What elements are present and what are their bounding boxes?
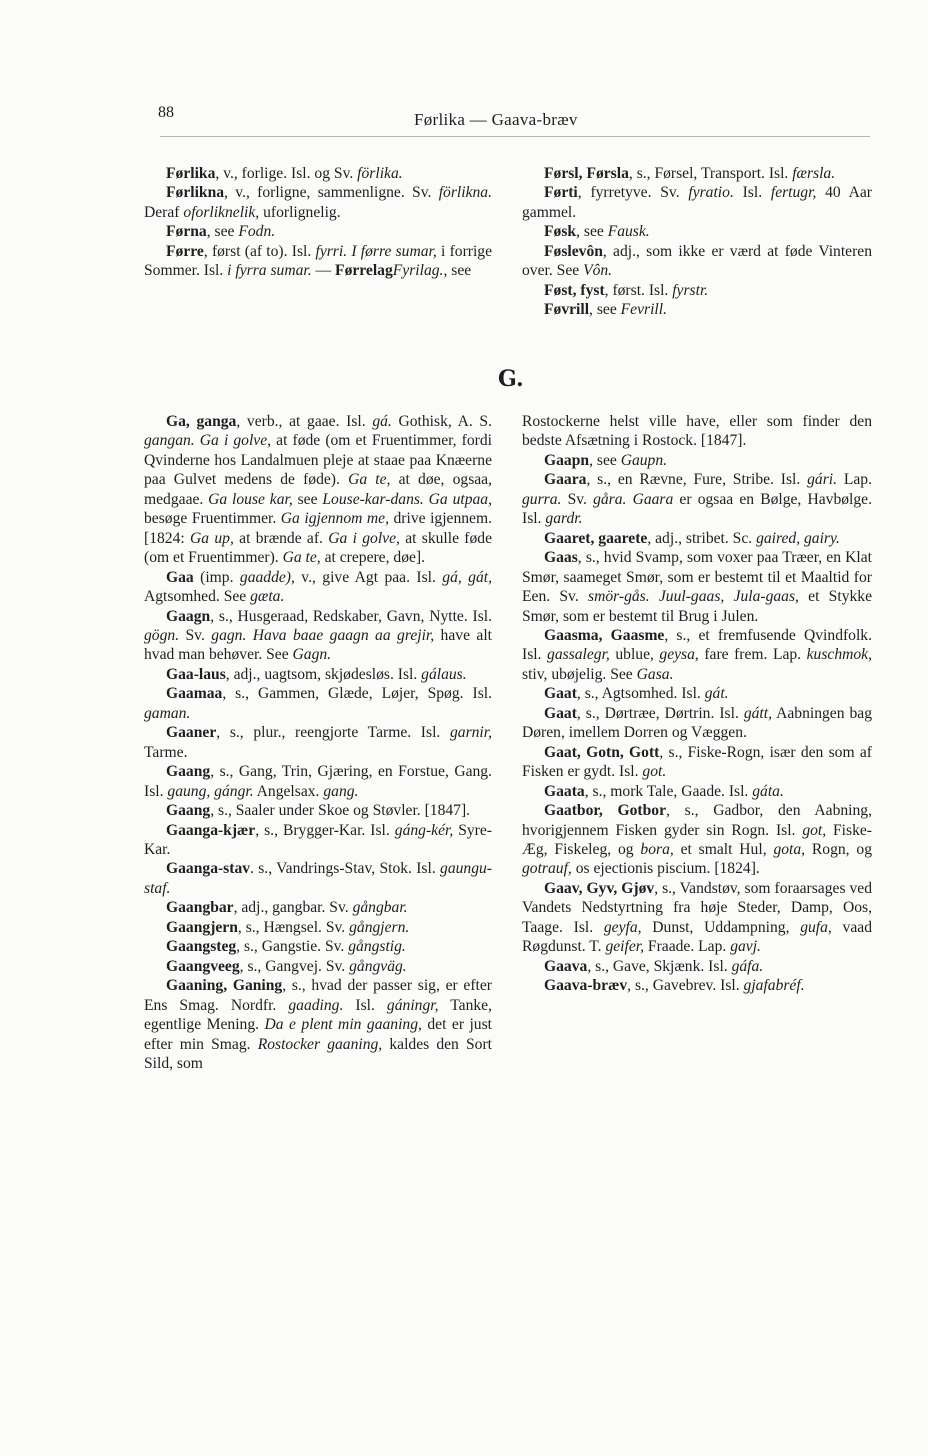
entry-citation: gotrauf, — [522, 860, 572, 878]
entry-headword: Gaava — [544, 957, 588, 975]
entries-bottom-right — [522, 412, 872, 996]
entry-headword: Gaas — [544, 549, 578, 567]
entry-text: , først (af to). Isl. — [203, 242, 316, 260]
entry-text: Tarme. — [144, 743, 188, 761]
entry-text: , s., hvid Svamp, som voxer paa Træer, en Klat Smør, saameget Smør, som er bestemt til et Maaltid for Een. Sv. — [522, 549, 872, 606]
entry-citation: förlika. — [357, 165, 403, 182]
entry-citation: gári. — [807, 471, 838, 489]
entry-text: Fiske-Æg, Fiskeleg, og — [522, 821, 872, 858]
dictionary-entry — [522, 222, 872, 241]
entry-text: , s., Fiske-Rogn, især den som af Fisken er gydt. Isl. — [522, 743, 872, 781]
entry-text: , først. Isl. — [604, 281, 673, 299]
entry-text: , s., Hængsel. Sv. — [237, 918, 350, 936]
entry-text: besøge Fruentimmer. — [144, 510, 281, 528]
entry-text: vaad Røgdunst. T. — [522, 918, 872, 956]
entry-citation: Ga i golve, — [328, 529, 400, 547]
entry-text: , s., Saaler under Skoe og Støvler. [1847]. — [210, 802, 471, 820]
entry-citation: gáng-kér, — [394, 821, 454, 839]
entry-citation: Fyrilag. — [392, 262, 444, 280]
dictionary-entry — [522, 548, 872, 626]
entry-text: , adj., som ikke er værd at føde Vinteren over. See — [522, 242, 872, 280]
entry-citation: Da e plent min gaaning, — [264, 1016, 422, 1034]
dictionary-entry — [144, 607, 492, 665]
entry-headword: Føvrill — [544, 301, 590, 319]
entry-citation: Louse-kar-dans. Ga utpaa, — [322, 490, 492, 508]
entry-headword: Gaanga-kjær — [166, 821, 256, 839]
entry-headword: Førrelag — [335, 262, 393, 280]
entry-citation: fyrri. I førre sumar, — [315, 242, 437, 260]
entry-text: , see — [589, 301, 621, 319]
entry-headword: Føst, fyst — [544, 281, 605, 299]
entry-headword: Gaapn — [544, 451, 590, 469]
entry-text: , see — [576, 223, 608, 241]
entry-citation: gá. — [372, 413, 392, 430]
entry-text: , s., mork Tale, Gaade. Isl. — [584, 782, 753, 800]
entry-citation: Fevrill. — [620, 301, 667, 319]
entry-text: , s., Agtsomhed. Isl. — [576, 685, 705, 703]
entry-citation: fertugr, — [770, 184, 817, 202]
entry-citation: Ga up, — [190, 529, 234, 547]
entry-headword: Gaatbor, Gotbor — [544, 802, 667, 820]
entry-text: Rostockerne helst ville have, eller som finder den bedste Afsætning i Rostock. [1847]. — [522, 413, 872, 450]
entry-citation: geyfa, — [603, 918, 642, 936]
entry-text: drive igjennem. [1824: — [144, 510, 492, 547]
entry-citation: gálaus. — [421, 665, 467, 683]
entry-citation: gota, — [773, 840, 806, 858]
entry-headword: Gaata — [544, 782, 585, 800]
entry-text: , s., plur., reengjorte Tarme. Isl. — [216, 724, 450, 742]
entry-text: , adj., stribet. Sc. — [647, 529, 757, 547]
entry-citation: gáfa. — [731, 957, 764, 975]
dictionary-entry — [522, 957, 872, 976]
entry-text: , s., Husgeraad, Redskaber, Gavn, Nytte. Isl. — [210, 607, 492, 625]
entry-headword: Førna — [166, 223, 207, 241]
entry-citation: gátt, — [743, 704, 772, 722]
entry-citation: smör-gås. Juul-gaas, Jula-gaas, — [588, 588, 799, 606]
entry-citation: got. — [642, 763, 667, 781]
entry-citation: got, — [802, 821, 827, 839]
dictionary-entry — [522, 470, 872, 528]
entry-headword: Gaav, Gyv, Gjøv — [544, 879, 655, 897]
entry-text: et smalt Hul, — [673, 840, 774, 858]
dictionary-entry — [144, 183, 492, 222]
dictionary-entry — [144, 937, 492, 956]
entry-text: Deraf — [144, 203, 184, 221]
entry-text: , s., Gammen, Glæde, Løjer, Spøg. Isl. — [222, 685, 492, 703]
entry-text: , see — [589, 451, 621, 469]
entry-citation: bora, — [640, 840, 674, 858]
entry-headword: Gaa-laus — [166, 665, 226, 683]
entry-text: Isl. — [343, 996, 387, 1014]
entry-text: , s., Gavebrev. Isl. — [627, 977, 744, 995]
entry-text: Fraade. Lap. — [644, 938, 731, 956]
dictionary-entry — [144, 242, 492, 281]
entry-citation: Vôn. — [583, 262, 613, 280]
entry-citation: Gaupn. — [620, 451, 668, 469]
entry-citation: gurra. — [522, 490, 562, 508]
entry-text: 40 Aar gammel. — [522, 184, 872, 221]
entry-text: at crepere, døe]. — [320, 549, 426, 567]
dictionary-entry — [144, 918, 492, 937]
entry-text: , s., Gang, Trin, Gjæring, en Forstue, Gang. Isl. — [144, 763, 492, 800]
entry-text: fare frem. Lap. — [698, 646, 807, 664]
entry-text: , s., et fremfusende Qvindfolk. Isl. — [522, 626, 873, 664]
entry-citation: oforliknelik, — [183, 203, 260, 221]
entry-text: , v., forligne, sammenligne. Sv. — [224, 184, 439, 202]
dictionary-entry — [144, 976, 492, 1073]
dictionary-entry — [522, 281, 872, 300]
entry-citation: gaired, gairy. — [756, 529, 840, 547]
entry-text: et Stykke Smør, som er bestemt til Brug i Julen. — [522, 588, 873, 625]
dictionary-entry — [522, 164, 872, 183]
entry-citation: garnir, — [449, 724, 492, 742]
entry-citation: Gagn. — [292, 646, 332, 664]
entry-headword: Førlikna — [166, 184, 225, 202]
dictionary-entry — [522, 529, 872, 548]
entry-text: , s., Brygger-Kar. Isl. — [255, 821, 395, 839]
entry-text: Agtsomhed. See — [144, 588, 251, 606]
dictionary-entry — [144, 957, 492, 976]
entry-headword: Gaang — [166, 763, 211, 781]
entry-citation: Gasa. — [636, 665, 674, 683]
header-rule — [160, 136, 870, 137]
entry-text: , adj., uagtsom, skjødesløs. Isl. — [225, 665, 422, 683]
entry-headword: Gaasma, Gaasme — [544, 626, 665, 644]
entry-citation: gåra. Gaara — [593, 490, 674, 508]
entry-headword: Gaat — [544, 704, 577, 722]
entry-text: Isl. — [733, 184, 771, 202]
entry-headword: Gaang — [166, 802, 211, 820]
entry-text: — — [311, 262, 336, 280]
entry-citation: gát. — [704, 685, 729, 703]
entry-headword: Førsl, Førsla — [544, 165, 629, 182]
entry-headword: Føsk — [544, 223, 577, 241]
entry-text: , see — [206, 223, 239, 241]
entries-top-right — [522, 164, 872, 320]
entry-text: , adj., gangbar. Sv. — [233, 899, 353, 917]
entry-citation: gufa, — [800, 918, 832, 936]
entry-text: have alt hvad man behøver. See — [144, 626, 492, 664]
entry-headword: Gaangveeg — [166, 957, 240, 975]
entry-citation: förlikna. — [438, 184, 492, 202]
entry-text: Tanke, egentlige Mening. — [144, 996, 492, 1034]
entry-text: Angelsax. — [253, 782, 324, 800]
entry-text: see — [292, 490, 323, 508]
running-head: Førlika — Gaava-bræv — [414, 110, 578, 129]
entry-text: os ejectionis piscium. [1824]. — [571, 860, 760, 878]
entry-text: , s., en Rævne, Fure, Stribe. Isl. — [586, 471, 808, 489]
entry-citation: Ga te, — [282, 549, 321, 567]
entry-text: , s., Gadbor, den Aabning, hvorigjennem Fisken gyder sin Rogn. Isl. — [522, 802, 872, 839]
entry-citation: gangan. Ga i golve, — [144, 432, 272, 450]
dictionary-entry — [144, 821, 492, 860]
dictionary-entry — [522, 412, 872, 451]
entry-headword: Gaaret, gaarete — [544, 529, 648, 547]
dictionary-entry — [522, 976, 872, 995]
entry-citation: gáningr, — [386, 996, 439, 1014]
entry-text: , s., Gangstie. Sv. — [236, 938, 349, 956]
section-letter: G. — [498, 366, 524, 392]
entry-citation: geysa, — [659, 646, 699, 664]
dictionary-entry — [522, 704, 872, 743]
entry-text: i forrige Sommer. Isl. — [144, 242, 493, 280]
entry-text: ublue, — [609, 646, 660, 664]
dictionary-entry — [144, 723, 492, 762]
entry-citation: gardr. — [545, 510, 583, 528]
entry-citation: gá, gát, — [442, 568, 492, 586]
entry-citation: gáta. — [752, 782, 784, 800]
entry-text: , verb., at gaae. Isl. — [236, 413, 373, 430]
entry-headword: Gaanga-stav — [166, 860, 251, 878]
entry-headword: Førre — [166, 242, 204, 260]
dictionary-entry — [522, 300, 872, 319]
entry-text: at skulle føde (om et Fruentimmer). — [144, 529, 493, 567]
entry-text: Dunst, Uddampning, — [641, 918, 801, 936]
dictionary-entry — [144, 164, 492, 183]
entry-headword: Gaat — [544, 685, 577, 703]
entry-text: , fyrretyve. Sv. — [577, 184, 689, 202]
entry-citation: gavj. — [730, 938, 761, 956]
entry-text: , s., Gangvej. Sv. — [239, 957, 350, 975]
entry-headword: Føslevôn — [544, 242, 603, 260]
dictionary-entry — [144, 665, 492, 684]
dictionary-entry — [144, 859, 492, 898]
entry-text: (imp. — [193, 568, 240, 586]
entry-headword: Førlika — [166, 165, 216, 182]
entry-citation: gassalegr, — [547, 646, 610, 664]
dictionary-entry — [522, 743, 872, 782]
dictionary-entry — [144, 898, 492, 917]
entry-citation: Fausk. — [607, 223, 650, 241]
dictionary-entry — [144, 684, 492, 723]
entry-headword: Gaangbar — [166, 899, 234, 917]
entry-citation: gjafabréf. — [743, 977, 805, 995]
entry-text: det er just efter min Smag. — [144, 1016, 493, 1053]
entry-text: uforlignelig. — [259, 203, 341, 221]
dictionary-entry — [522, 242, 872, 281]
entry-text: at brænde af. — [233, 529, 329, 547]
entry-headword: Ga, ganga — [166, 413, 237, 430]
entry-text: at føde (om et Fruentimmer, fordi Qvinderne hos Landalmuen pleje at staae paa Knæerne paa Gulvet medens de føde). — [144, 432, 492, 489]
entry-headword: Gaaner — [166, 724, 217, 742]
entry-text: Sv. — [561, 490, 594, 508]
dictionary-entry — [522, 879, 872, 957]
entry-text: Sv. — [179, 626, 212, 644]
entries-top-left — [144, 164, 492, 281]
entry-text: stiv, ubøjelig. See — [522, 665, 637, 683]
entry-headword: Gaat, Gotn, Gott — [544, 743, 660, 761]
entry-citation: færsla. — [792, 165, 836, 182]
entry-citation: fyratio. — [688, 184, 734, 202]
entry-headword: Gaava-bræv — [544, 977, 628, 995]
dictionary-entry — [144, 222, 492, 241]
dictionary-entry — [522, 451, 872, 470]
entry-citation: gögn. — [144, 626, 180, 644]
entry-text: . s., Vandrings-Stav, Stok. Isl. — [250, 860, 441, 878]
entry-citation: gæta. — [250, 588, 285, 606]
entry-headword: Gaangjern — [166, 918, 238, 936]
entry-headword: Gaa — [166, 568, 194, 586]
entry-text: Syre-Kar. — [144, 821, 492, 858]
entry-citation: gaman. — [144, 704, 191, 722]
dictionary-entry — [522, 782, 872, 801]
entry-headword: Gaagn — [166, 607, 211, 625]
dictionary-entry — [144, 762, 492, 801]
entry-text: Rogn, og — [805, 840, 873, 858]
entry-citation: geifer, — [605, 938, 645, 956]
page-number: 88 — [158, 104, 174, 121]
entry-headword: Gaamaa — [166, 685, 223, 703]
entry-text: v., give Agt paa. Isl. — [294, 568, 443, 586]
dictionary-entry — [522, 183, 872, 222]
entry-headword: Førti — [544, 184, 578, 202]
entry-text: er ogsaa en Bølge, Havbølge. Isl. — [522, 490, 872, 528]
entry-citation: Ga igjennom me, — [280, 510, 389, 528]
entry-citation: i fyrra sumar. — [227, 262, 312, 280]
entry-text: , s., Gave, Skjænk. Isl. — [587, 957, 732, 975]
entry-citation: gaading. — [288, 996, 344, 1014]
entry-text: Lap. — [837, 471, 872, 489]
entries-bottom-left — [144, 412, 492, 1073]
entry-citation: gaung, gángr. — [167, 782, 254, 800]
entry-text: , v., forlige. Isl. og Sv. — [215, 165, 358, 182]
entry-text: , s., Vandstøv, som foraarsages ved Vandets Nedstyrtning fra høje Steder, Damp, Oos, Taage. Isl. — [522, 879, 873, 936]
entry-headword: Gaaning, Ganing — [166, 977, 283, 995]
entry-citation: Ga louse kar, — [208, 490, 293, 508]
entry-text: , s., Dørtræe, Dørtrin. Isl. — [576, 704, 744, 722]
entry-headword: Gaara — [544, 471, 587, 489]
entry-text: , s., Førsel, Transport. Isl. — [628, 165, 793, 182]
entry-citation: Fodn. — [238, 223, 276, 241]
entry-citation: gångstig. — [348, 938, 406, 956]
entry-text: , s., hvad der passer sig, er efter Ens Smag. Nordfr. — [144, 977, 492, 1014]
entry-text: Aabningen bag Døren, imellem Dorren og Væggen. — [522, 704, 872, 742]
entry-text: kaldes den Sort Sild, som — [144, 1035, 492, 1072]
entry-text: at døe, ogsaa, medgaae. — [144, 471, 492, 508]
dictionary-entry — [144, 801, 492, 820]
entry-citation: gångbar. — [352, 899, 408, 917]
entry-text: Gothisk, A. S. — [391, 413, 492, 430]
dictionary-entry — [522, 684, 872, 703]
entry-citation: gaungu-staf. — [144, 860, 492, 897]
entry-headword: Gaangsteg — [166, 938, 237, 956]
entry-citation: fyrstr. — [672, 281, 709, 299]
entry-citation: Ga te, — [348, 471, 391, 489]
entry-citation: gångjern. — [349, 918, 410, 936]
dictionary-entry — [522, 801, 872, 879]
entry-citation: gaadde), — [239, 568, 295, 586]
entry-citation: Rostocker gaaning, — [257, 1035, 383, 1053]
entry-citation: kuschmok, — [806, 646, 872, 664]
dictionary-entry — [144, 568, 492, 607]
entry-text: , see — [443, 262, 472, 280]
dictionary-entry — [522, 626, 872, 684]
entry-citation: gångväg. — [349, 957, 407, 975]
dictionary-entry — [144, 412, 492, 568]
entry-citation: gang. — [323, 782, 359, 800]
entry-citation: gagn. Hava baae gaagn aa grejir, — [211, 626, 435, 644]
